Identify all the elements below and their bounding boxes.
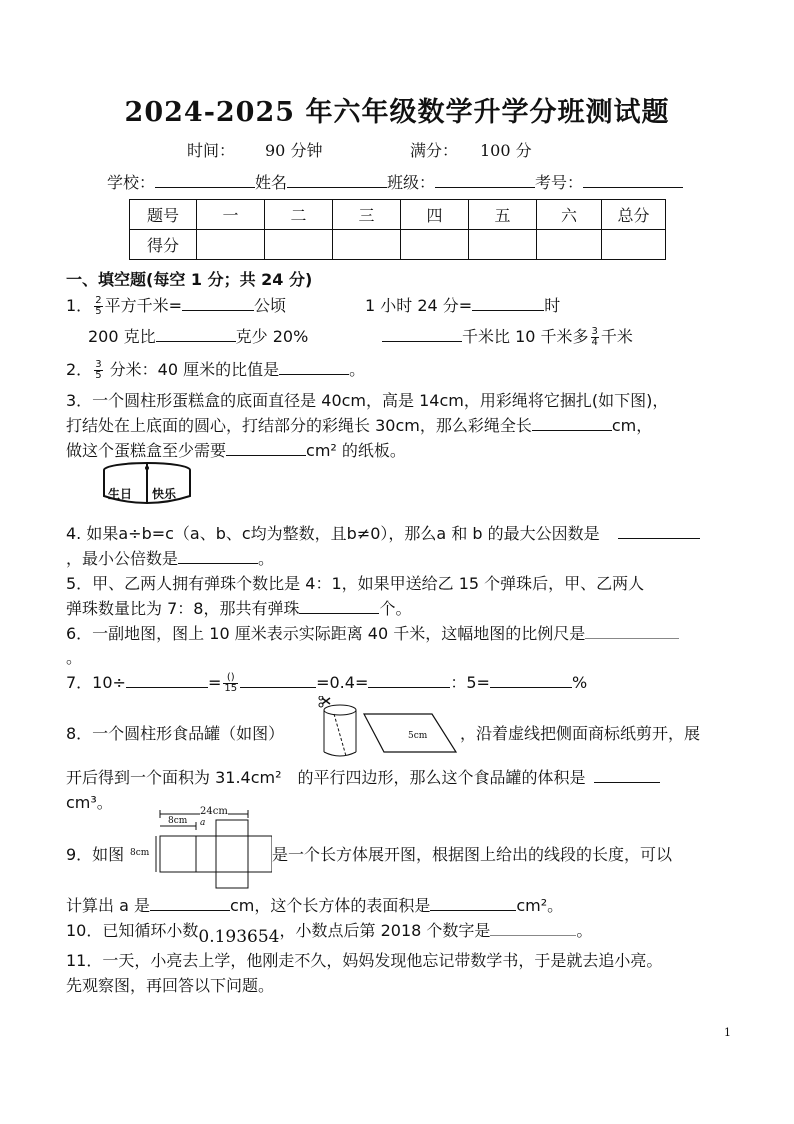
q10-text: ，小数点后第 2018 个数字是 bbox=[279, 921, 491, 940]
section-heading: 一、填空题(每空 1 分；共 24 分) bbox=[66, 270, 313, 289]
q8-line1a: 8．一个圆柱形食品罐（如图） bbox=[66, 724, 285, 743]
fraction-numerator: 2 bbox=[95, 295, 102, 306]
q5-line2 bbox=[66, 596, 411, 619]
q3-line2 bbox=[66, 413, 652, 436]
table-cell: 六 bbox=[537, 200, 602, 230]
q1-part-c bbox=[88, 324, 308, 347]
fraction-denominator: 15 bbox=[224, 683, 238, 694]
fraction-numerator: 3 bbox=[95, 359, 102, 370]
q5-text: 个。 bbox=[379, 599, 412, 618]
score-cell[interactable] bbox=[197, 230, 265, 260]
q2-line bbox=[66, 357, 365, 381]
fraction-denominator: 5 bbox=[95, 306, 102, 317]
fraction-denominator: 5 bbox=[95, 370, 102, 381]
cake-text-left: 生日 bbox=[108, 487, 133, 501]
q1-number: 1． bbox=[66, 296, 93, 315]
cake-text-right: 快乐 bbox=[152, 487, 177, 501]
answer-blank[interactable] bbox=[156, 325, 236, 342]
school-field bbox=[107, 170, 683, 193]
parallelogram-label: 5cm bbox=[408, 731, 428, 741]
q3-line1: 3．一个圆柱形蛋糕盒的底面直径是 40cm，高是 14cm，用彩绳将它捆扎(如下图)， bbox=[66, 391, 669, 410]
table-cell: 总分 bbox=[602, 200, 666, 230]
answer-blank[interactable] bbox=[368, 671, 450, 688]
score-cell[interactable] bbox=[469, 230, 537, 260]
q8-line2 bbox=[66, 765, 660, 788]
q7-text: ：5= bbox=[450, 673, 490, 692]
label-a: a bbox=[200, 818, 206, 828]
answer-blank[interactable] bbox=[382, 325, 462, 342]
q2-text: 分米：40 厘米的比值是 bbox=[109, 360, 280, 379]
score-table bbox=[129, 199, 666, 260]
answer-blank[interactable] bbox=[430, 894, 516, 911]
q2-text: 。 bbox=[349, 360, 366, 379]
label-8cm-width: 8cm bbox=[168, 816, 188, 826]
q5-line1: 5．甲、乙两人拥有弹珠个数比是 4：1，如果甲送给乙 15 个弹珠后，甲、乙两人 bbox=[66, 574, 645, 593]
school-blank[interactable] bbox=[155, 171, 255, 188]
answer-blank[interactable] bbox=[178, 547, 258, 564]
q4-text: 。 bbox=[258, 549, 275, 568]
answer-blank[interactable] bbox=[126, 671, 208, 688]
q1-text: 克少 20% bbox=[235, 327, 309, 346]
food-can-image bbox=[316, 696, 362, 760]
parallelogram-image bbox=[362, 712, 458, 754]
q6-line2: 。 bbox=[66, 648, 83, 667]
q4-text: 4. 如果a÷b=c（a、b、c均为整数，且b≠0），那么a 和 b 的最大公因数是 bbox=[66, 524, 600, 543]
name-label: 姓名 bbox=[255, 173, 288, 192]
q7-text: % bbox=[571, 673, 588, 692]
q11-line1: 11．一天，小亮去上学，他刚走不久，妈妈发现他忘记带数学书，于是就去追小亮。 bbox=[66, 951, 663, 970]
q8-line3: cm³。 bbox=[66, 793, 113, 812]
answer-blank[interactable] bbox=[150, 894, 230, 911]
exam-no-blank[interactable] bbox=[583, 171, 683, 188]
answer-blank[interactable] bbox=[279, 358, 349, 375]
score-table-header-row bbox=[130, 200, 666, 230]
label-8cm-height: 8cm bbox=[130, 848, 150, 858]
table-cell: 得分 bbox=[130, 230, 197, 260]
q10-text: 。 bbox=[576, 921, 593, 940]
q9-text: cm²。 bbox=[516, 896, 564, 915]
q10-line bbox=[66, 918, 593, 947]
score-cell[interactable] bbox=[537, 230, 602, 260]
q1-text: 公顷 bbox=[253, 296, 286, 315]
name-blank[interactable] bbox=[287, 171, 387, 188]
q8-text: 的平行四边形，那么这个食品罐的体积是 bbox=[297, 768, 586, 787]
q3-text: cm² 的纸板。 bbox=[306, 441, 406, 460]
table-cell: 二 bbox=[265, 200, 333, 230]
q1-text: 平方千米= bbox=[104, 296, 182, 315]
time-value: 90 分钟 bbox=[265, 141, 323, 160]
answer-blank[interactable] bbox=[585, 622, 679, 639]
score-cell[interactable] bbox=[401, 230, 469, 260]
cuboid-net-image bbox=[130, 806, 272, 890]
score-label: 满分： bbox=[410, 141, 459, 160]
table-cell: 题号 bbox=[130, 200, 197, 230]
q9-line2 bbox=[66, 893, 563, 916]
score-value: 100 分 bbox=[480, 141, 532, 160]
answer-blank[interactable] bbox=[472, 294, 544, 311]
score-table-score-row bbox=[130, 230, 666, 260]
q7-text: 7．10÷ bbox=[66, 673, 126, 692]
answer-blank[interactable] bbox=[490, 671, 572, 688]
label-24cm: 24cm bbox=[200, 806, 228, 817]
time-label: 时间： bbox=[187, 141, 236, 160]
fraction bbox=[223, 673, 238, 694]
q10-text: 10．已知循环小数 bbox=[66, 921, 199, 940]
table-cell: 一 bbox=[197, 200, 265, 230]
answer-blank[interactable] bbox=[240, 671, 316, 688]
score-cell[interactable] bbox=[265, 230, 333, 260]
q5-text: 弹珠数量比为 7：8，那共有弹珠 bbox=[66, 599, 300, 618]
answer-blank[interactable] bbox=[226, 439, 306, 456]
page-number: 1 bbox=[724, 1026, 731, 1039]
q1-part-b bbox=[365, 293, 560, 316]
table-cell: 五 bbox=[469, 200, 537, 230]
q3-text: 打结处在上底面的圆心，打结部分的彩绳长 30cm，那么彩绳全长 bbox=[66, 416, 532, 435]
q1-text: 千米比 10 千米多 bbox=[462, 327, 589, 346]
q4-text: ，最小公倍数是 bbox=[66, 549, 179, 568]
q2-number: 2． bbox=[66, 360, 93, 379]
answer-blank[interactable] bbox=[532, 414, 612, 431]
q1-text: 时 bbox=[544, 296, 561, 315]
answer-blank[interactable] bbox=[594, 766, 660, 783]
q6-text: 6．一副地图，图上 10 厘米表示实际距离 40 千米，这幅地图的比例尺是 bbox=[66, 624, 586, 643]
answer-blank[interactable] bbox=[299, 597, 379, 614]
cake-box-image bbox=[100, 460, 196, 508]
answer-blank[interactable] bbox=[490, 919, 576, 936]
q9-line1b: 是一个长方体展开图，根据图上给出的线段的长度，可以 bbox=[272, 845, 673, 864]
q7-line bbox=[66, 670, 587, 694]
q4-line2 bbox=[66, 546, 274, 569]
fraction bbox=[94, 296, 102, 317]
fraction bbox=[94, 360, 102, 381]
fraction-numerator: 3 bbox=[591, 326, 598, 337]
score-cell[interactable] bbox=[333, 230, 401, 260]
exam-title: 2024-2025 年六年级数学升学分班测试题 bbox=[124, 97, 670, 128]
q7-text: = bbox=[207, 673, 222, 692]
q1-line1 bbox=[66, 293, 286, 317]
q3-text: 做这个蛋糕盒至少需要 bbox=[66, 441, 227, 460]
q11-line2: 先观察图，再回答以下问题。 bbox=[66, 976, 275, 995]
answer-blank[interactable] bbox=[618, 522, 700, 539]
school-label: 学校： bbox=[107, 173, 156, 192]
q1-text: 千米 bbox=[600, 327, 633, 346]
exam-no-label: 考号： bbox=[535, 173, 584, 192]
q3-line3 bbox=[66, 438, 406, 461]
answer-blank[interactable] bbox=[182, 294, 254, 311]
q7-text: =0.4= bbox=[316, 673, 369, 692]
class-blank[interactable] bbox=[435, 171, 535, 188]
fraction-numerator: () bbox=[223, 673, 238, 684]
q3-text: cm， bbox=[611, 416, 653, 435]
fraction bbox=[591, 327, 599, 348]
q6-line1 bbox=[66, 621, 679, 644]
q9-text: cm，这个长方体的表面积是 bbox=[229, 896, 431, 915]
table-cell: 三 bbox=[333, 200, 401, 230]
repeating-decimal: 0.193654 bbox=[198, 927, 280, 947]
q4-line1 bbox=[66, 521, 700, 544]
q1-part-d bbox=[382, 324, 633, 348]
q1-text: 200 克比 bbox=[88, 327, 156, 346]
q8-line1b: ，沿着虚线把侧面商标纸剪开，展 bbox=[460, 724, 701, 743]
fraction-denominator: 4 bbox=[591, 337, 598, 348]
q9-line1a: 9．如图 bbox=[66, 845, 125, 864]
class-label: 班级： bbox=[387, 173, 436, 192]
score-cell[interactable] bbox=[602, 230, 666, 260]
q8-text: 开后得到一个面积为 31.4cm² bbox=[66, 768, 282, 787]
q1-text: 1 小时 24 分= bbox=[365, 296, 473, 315]
q9-text: 计算出 a 是 bbox=[66, 896, 150, 915]
table-cell: 四 bbox=[401, 200, 469, 230]
